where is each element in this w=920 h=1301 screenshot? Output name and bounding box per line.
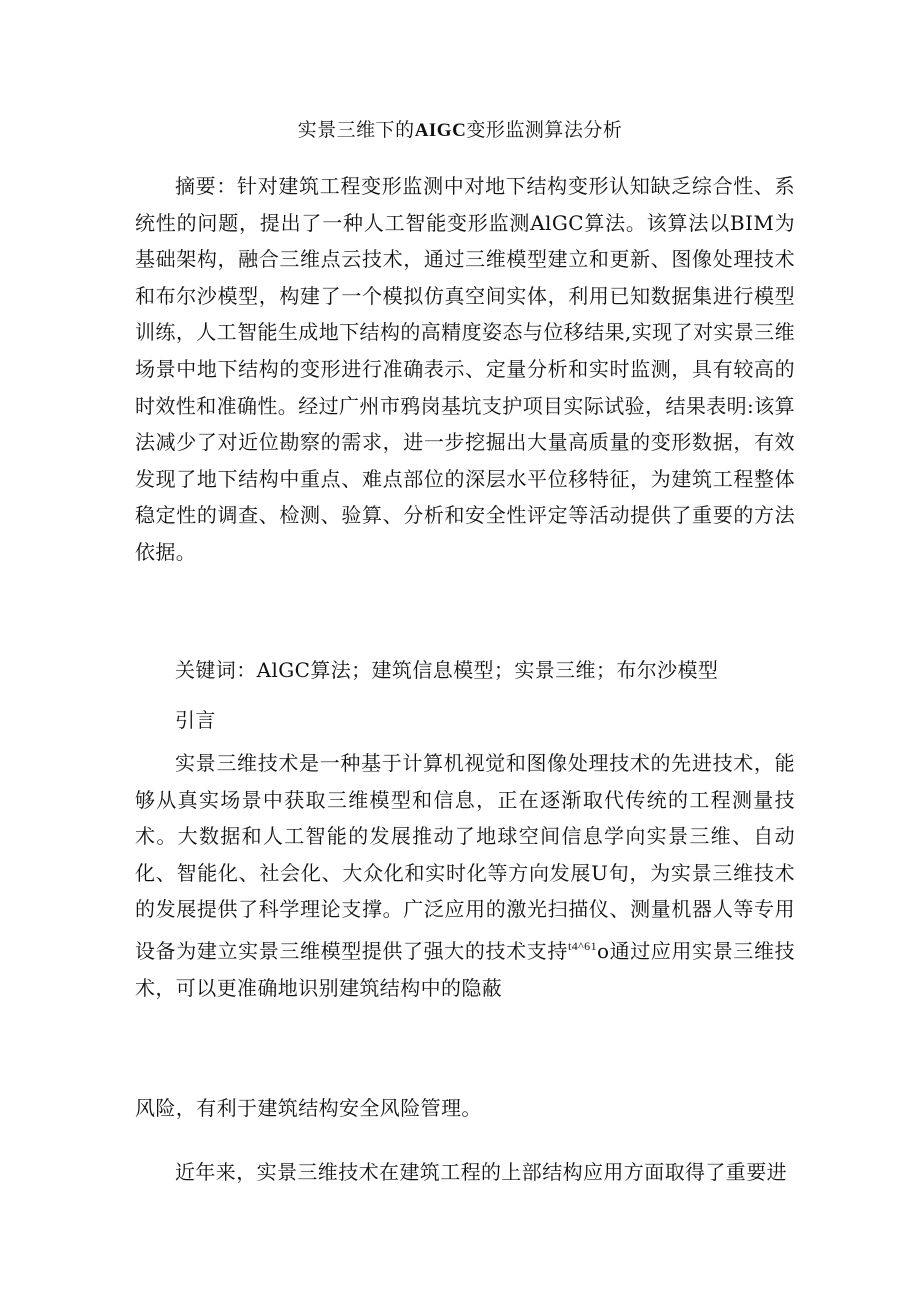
document-title (0, 116, 920, 145)
intro-p1-text: 实景三维技术是一种基于计算机视觉和图像处理技术的先进技术，能够从真实场景中获取三维模型和信息，正在逐渐取代传统的工程测量技术。大数据和人工智能的发展推动了地球空间信息学向实景三维、自动化、智能化、社会化、大众化和实时化等方向发展U旬，为实景三维技术的发展提供了科学理论支撑。广泛应用的激光扫描仪、测量机器人等专用设备为建立实景三维模型提供了强大的技术支持 (135, 751, 795, 963)
title-prefix: 实景三维下的 (297, 119, 415, 141)
title-suffix: 变形监测算法分析 (466, 119, 623, 141)
introduction-paragraph-2: 近年来，实景三维技术在建筑工程的上部结构应用方面取得了重要进 (175, 1160, 787, 1184)
introduction-paragraph-1-continued: 风险，有利于建筑结构安全风险管理。 (135, 1096, 482, 1120)
introduction-paragraph-1 (135, 745, 795, 1006)
abstract-paragraph: 摘要：针对建筑工程变形监测中对地下结构变形认知缺乏综合性、系统性的问题，提出了一种人工智能变形监测AlGC算法。该算法以BIM为基础架构，融合三维点云技术，通过三维模型建立和更新、图像处理技术和布尔沙模型，构建了一个模拟仿真空间实体，利用已知数据集进行模型训练，人工智能生成地下结构的高精度姿态与位移结果,实现了对实景三维场景中地下结构的变形进行准确表示、定量分析和实时监测，具有较高的时效性和准确性。经过广州市鸦岗基坑支护项目实际试验，结果表明:该算法减少了对近位勘察的需求，进一步挖掘出大量高质量的变形数据，有效发现了地下结构中重点、难点部位的深层水平位移特征，为建筑工程整体稳定性的调查、检测、验算、分析和安全性评定等活动提供了重要的方法依据。 (135, 174, 795, 564)
introduction-heading: 引言 (175, 708, 216, 732)
intro-p1-text-cont: o通过应用实景三维技术，可以更准确地识别建筑结构中的隐蔽 (135, 938, 795, 1000)
title-acronym: AIGC (414, 120, 467, 141)
keywords-line: 关键词：AlGC算法；建筑信息模型；实景三维；布尔沙模型 (175, 658, 719, 682)
citation-marker: t4^61 (568, 938, 597, 953)
